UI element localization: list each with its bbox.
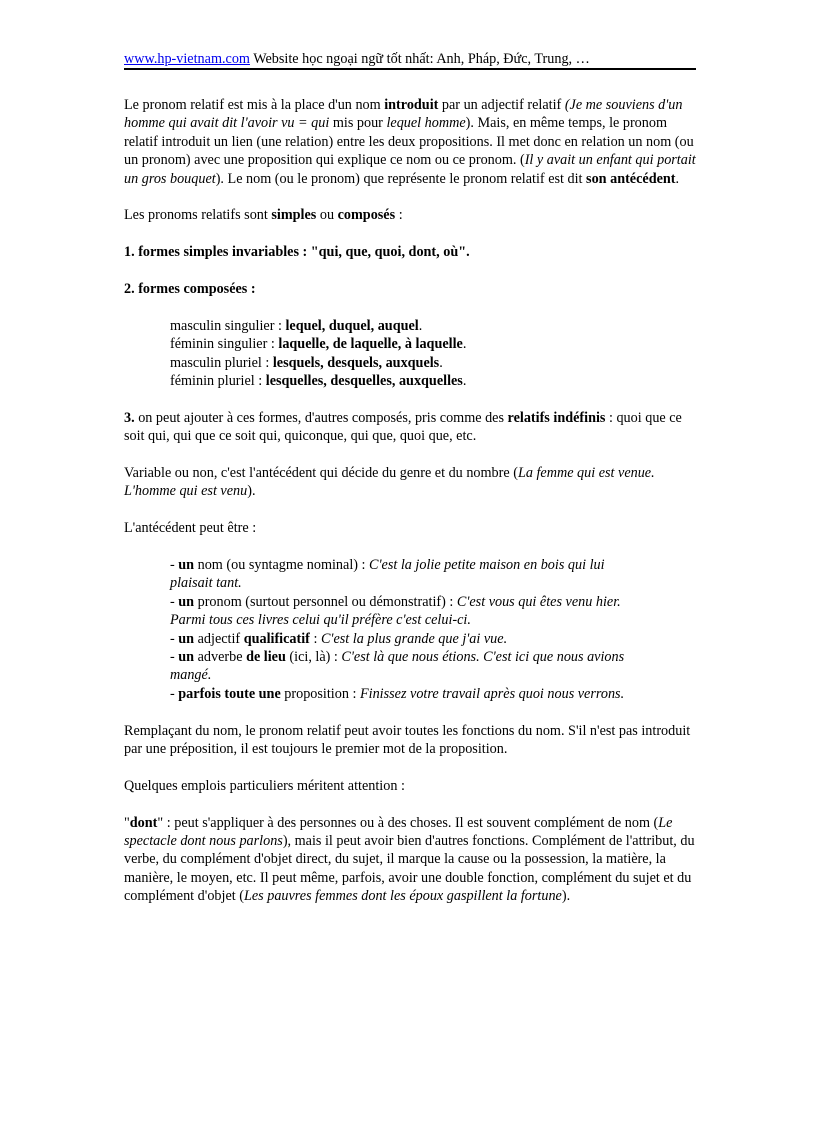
paragraph-indefinite: 3. on peut ajouter à ces formes, d'autres composés, pris comme des relatifs indéfinis : quoi que ce soit qui, qui que ce soit qui, quiconque, qui que, quoi que, etc.: [124, 409, 682, 445]
list-item: - un pronom (surtout personnel ou démonstratif) : C'est vous qui êtes venu hier. Parmi tous ces livres celui qu'il préfère c'est celui-ci.: [170, 593, 621, 629]
website-link[interactable]: www.hp-vietnam.com: [124, 51, 250, 67]
heading-compound-forms: 2. formes composées :: [124, 281, 256, 298]
list-item: - un adjectif qualificatif : C'est la plus grande que j'ai vue.: [170, 630, 508, 647]
document-body: [124, 96, 696, 924]
page-header: [124, 50, 696, 70]
compound-forms-list: [170, 317, 696, 391]
paragraph-types: Les pronoms relatifs sont simples ou composés :: [124, 207, 403, 224]
form-row: féminin pluriel : lesquelles, desquelles, auxquelles.: [170, 373, 467, 390]
paragraph-dont: "dont" : peut s'appliquer à des personnes ou à des choses. Il est souvent complément de nom (Le spectacle dont nous parlons), mais il peut avoir bien d'autres fonctions. Complément de l'attribut, du verbe, du complément d'objet direct, du sujet, il marque la cause ou la possession, la matière, la manière, le moyen, etc. Il peut même, parfois, avoir une double fonction, complément du sujet et du complément d'objet (Les pauvres femmes dont les époux gaspillent la fortune).: [124, 814, 695, 905]
list-item: - un adverbe de lieu (ici, là) : C'est là que nous étions. C'est ici que nous avions mangé.: [170, 649, 625, 684]
list-item: - parfois toute une proposition : Finissez votre travail après quoi nous verrons.: [170, 685, 625, 702]
paragraph-intro: Le pronom relatif est mis à la place d'un nom introduit par un adjectif relatif (Je me souviens d'un homme qui avait dit l'avoir vu = qui mis pour lequel homme). Mais, en même temps, le pronom relatif introduit un lien (une relation) entre les deux propositions. Il met donc en relation un nom (ou un pronom) avec une proposition qui explique ce nom ou ce pronom. (Il y avait un enfant qui portait un gros bouquet). Le nom (ou le pronom) que représente le pronom relatif est dit son antécédent.: [124, 97, 696, 187]
paragraph-particular-uses: Quelques emplois particuliers méritent attention :: [124, 777, 405, 794]
form-row: masculin pluriel : lesquels, desquels, auxquels.: [170, 354, 443, 371]
paragraph-antecedent-intro: L'antécédent peut être :: [124, 520, 257, 537]
paragraph-variable: Variable ou non, c'est l'antécédent qui décide du genre et du nombre (La femme qui est venue. L'homme qui est venu).: [124, 465, 655, 500]
paragraph-functions: Remplaçant du nom, le pronom relatif peut avoir toutes les fonctions du nom. S'il n'est pas introduit par une préposition, il est toujours le premier mot de la proposition.: [124, 722, 691, 758]
heading-simple-forms: 1. formes simples invariables : "qui, que, quoi, dont, où".: [124, 244, 470, 261]
header-text: Website học ngoại ngữ tốt nhất: Anh, Pháp, Đức, Trung, …: [249, 51, 590, 67]
list-item: - un nom (ou syntagme nominal) : C'est la jolie petite maison en bois qui lui plaisait tant.: [170, 557, 605, 592]
form-row: féminin singulier : laquelle, de laquelle, à laquelle.: [170, 336, 467, 353]
form-row: masculin singulier : lequel, duquel, auquel.: [170, 317, 423, 334]
antecedent-list: [170, 556, 645, 703]
